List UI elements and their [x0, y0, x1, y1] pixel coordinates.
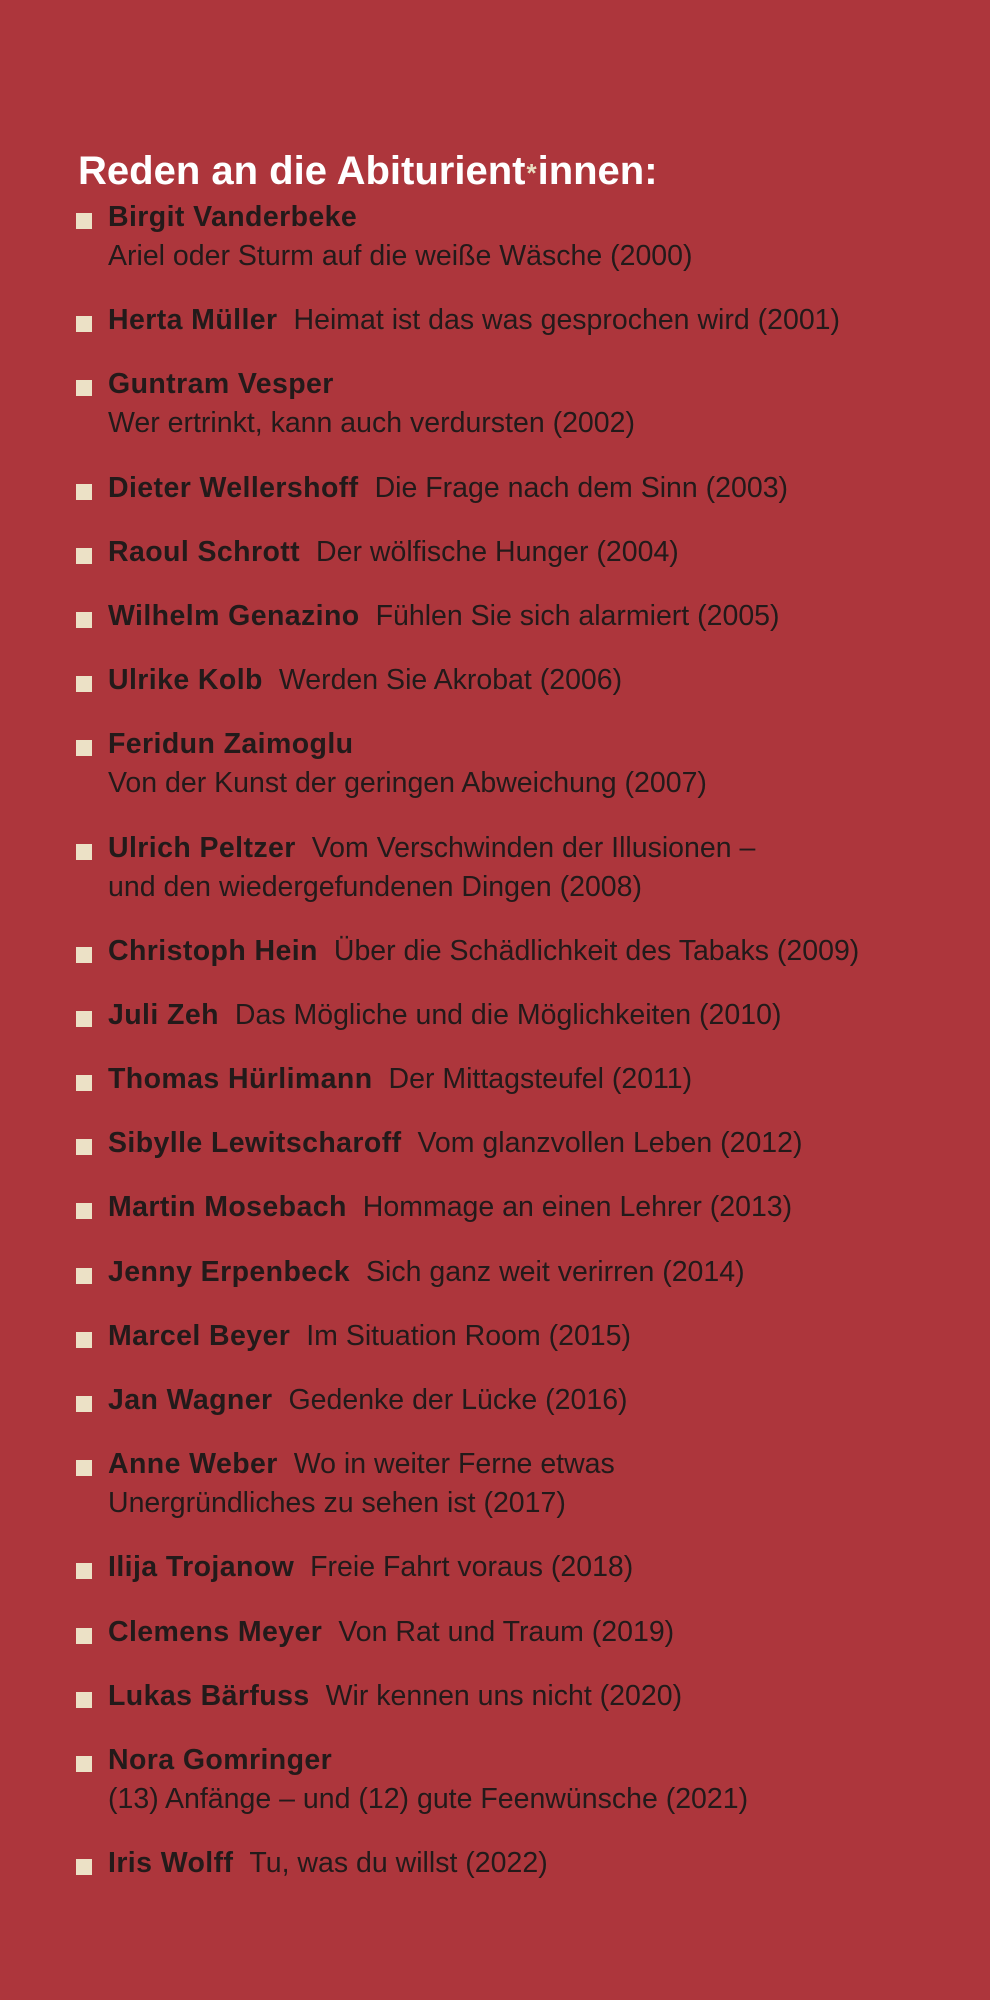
speaker-name: Thomas Hürlimann [108, 1063, 373, 1096]
speech-line1 [108, 1548, 970, 1587]
speech-item [0, 301, 990, 340]
speech-line1 [108, 725, 970, 764]
speech-line1 [108, 1844, 970, 1883]
square-bullet-icon [76, 676, 92, 692]
speech-title-continued: Ariel oder Sturm auf die weiße Wäsche (2000) [108, 240, 693, 272]
speech-title-continued: (13) Anfänge – und (12) gute Feenwünsche (2021) [108, 1782, 749, 1815]
speaker-name: Raoul Schrott [108, 535, 301, 568]
speech-item [0, 469, 990, 508]
speaker-name: Birgit Vanderbeke [108, 201, 358, 233]
speech-item [0, 996, 990, 1035]
speech-item [0, 1188, 990, 1227]
speaker-name: Herta Müller [108, 304, 278, 337]
square-bullet-icon [76, 1859, 92, 1875]
speech-title-continued: und den wiedergefundenen Dingen (2008) [108, 870, 642, 903]
speaker-name: Christoph Hein [108, 934, 318, 967]
speech-title-continued: Unergründliches zu sehen ist (2017) [108, 1487, 566, 1520]
speech-item [0, 1741, 990, 1819]
square-bullet-icon [76, 947, 92, 963]
speech-title: Fühlen Sie sich alarmiert (2005) [375, 599, 780, 632]
speech-title: Sich ganz weit verirren (2014) [366, 1255, 745, 1288]
square-bullet-icon [76, 1628, 92, 1644]
speech-line1 [108, 661, 970, 700]
speech-line1 [108, 1445, 970, 1484]
speech-item [0, 198, 990, 276]
speech-line1 [108, 198, 970, 237]
speech-item [0, 1060, 990, 1099]
square-bullet-icon [76, 548, 92, 564]
speech-item [0, 1253, 990, 1292]
speech-title: Der wölfische Hunger (2004) [316, 535, 679, 568]
speech-line1 [108, 597, 970, 636]
speech-title-continued: Wer ertrinkt, kann auch verdursten (2002) [108, 407, 635, 440]
square-bullet-icon [76, 1011, 92, 1027]
speech-item [0, 1613, 990, 1652]
speaker-name: Ulrich Peltzer [108, 831, 296, 864]
speech-line1 [108, 1253, 970, 1292]
square-bullet-icon [76, 1692, 92, 1708]
speech-title: Das Mögliche und die Möglichkeiten (2010) [234, 998, 782, 1031]
speech-item [0, 1124, 990, 1163]
square-bullet-icon [76, 1203, 92, 1219]
speech-line1 [108, 301, 970, 340]
speech-item [0, 1844, 990, 1883]
speech-title: Die Frage nach dem Sinn (2003) [374, 471, 789, 504]
speaker-name: Sibylle Lewitscharoff [108, 1127, 402, 1160]
heading-text-before: Reden an die Abiturient [78, 148, 526, 193]
square-bullet-icon [76, 1268, 92, 1284]
speech-line1 [108, 1060, 970, 1099]
speech-title: Im Situation Room (2015) [306, 1319, 631, 1352]
speech-item [0, 1548, 990, 1587]
speech-line1 [108, 533, 970, 572]
speaker-name: Juli Zeh [108, 998, 219, 1031]
speech-title: Heimat ist das was gesprochen wird (2001) [293, 304, 841, 337]
speaker-name: Guntram Vesper [108, 368, 334, 401]
square-bullet-icon [76, 1139, 92, 1155]
speech-line1 [108, 1613, 970, 1652]
speech-line1 [108, 932, 970, 971]
speech-item [0, 1445, 990, 1523]
square-bullet-icon [76, 612, 92, 628]
square-bullet-icon [76, 213, 92, 229]
square-bullet-icon [76, 380, 92, 396]
speaker-name: Clemens Meyer [108, 1615, 323, 1648]
heading-star: * [526, 157, 537, 188]
speech-item [0, 533, 990, 572]
speech-title: Freie Fahrt voraus (2018) [310, 1551, 634, 1584]
speech-item [0, 932, 990, 971]
page-heading [78, 145, 658, 201]
speech-line1 [108, 469, 970, 508]
speech-item [0, 661, 990, 700]
speech-line1 [108, 829, 970, 868]
square-bullet-icon [76, 1460, 92, 1476]
speech-item [0, 1381, 990, 1420]
speech-item [0, 597, 990, 636]
speaker-name: Lukas Bärfuss [108, 1679, 310, 1712]
speech-title-continued: Von der Kunst der geringen Abweichung (2007) [108, 767, 707, 800]
speech-list [0, 198, 990, 1908]
square-bullet-icon [76, 1563, 92, 1579]
speech-title: Von Rat und Traum (2019) [338, 1615, 675, 1648]
square-bullet-icon [76, 484, 92, 500]
speech-line1 [108, 1124, 970, 1163]
speech-item [0, 829, 990, 907]
speech-line1 [108, 1317, 970, 1356]
speaker-name: Jan Wagner [108, 1384, 273, 1416]
speech-item [0, 725, 990, 803]
square-bullet-icon [76, 844, 92, 860]
speech-item [0, 1317, 990, 1356]
speech-title: Vom glanzvollen Leben (2012) [417, 1127, 803, 1160]
speech-line1 [108, 365, 970, 404]
speech-title: Der Mittagsteufel (2011) [388, 1063, 693, 1096]
speaker-name: Marcel Beyer [108, 1319, 291, 1352]
square-bullet-icon [76, 1075, 92, 1091]
square-bullet-icon [76, 740, 92, 756]
square-bullet-icon [76, 1756, 92, 1772]
speaker-name: Iris Wolff [108, 1847, 234, 1880]
speech-title: Vom Verschwinden der Illusionen – [311, 831, 756, 864]
speaker-name: Ilija Trojanow [108, 1551, 295, 1584]
speaker-name: Wilhelm Genazino [108, 599, 360, 632]
square-bullet-icon [76, 316, 92, 332]
speech-line1 [108, 996, 970, 1035]
speech-item [0, 1677, 990, 1716]
speech-item [0, 365, 990, 443]
heading-text-after: innen: [537, 148, 658, 193]
speaker-name: Ulrike Kolb [108, 664, 263, 697]
speaker-name: Anne Weber [108, 1448, 278, 1481]
speaker-name: Jenny Erpenbeck [108, 1255, 351, 1288]
square-bullet-icon [76, 1332, 92, 1348]
speech-title: Werden Sie Akrobat (2006) [278, 664, 623, 697]
speech-title: Wo in weiter Ferne etwas [293, 1448, 615, 1481]
square-bullet-icon [76, 1396, 92, 1412]
speaker-name: Martin Mosebach [108, 1191, 347, 1224]
speaker-name: Nora Gomringer [108, 1743, 333, 1776]
speech-title: Gedenke der Lücke (2016) [288, 1384, 628, 1416]
speech-title: Hommage an einen Lehrer (2013) [362, 1191, 793, 1224]
speech-title: Tu, was du willst (2022) [249, 1847, 548, 1880]
speaker-name: Feridun Zaimoglu [108, 728, 354, 761]
speech-line1 [108, 1381, 970, 1420]
speech-line1 [108, 1677, 970, 1716]
speech-title: Wir kennen uns nicht (2020) [325, 1679, 683, 1712]
speaker-name: Dieter Wellershoff [108, 471, 359, 504]
speech-title: Über die Schädlichkeit des Tabaks (2009) [333, 934, 860, 967]
speech-line1 [108, 1188, 970, 1227]
speech-line1 [108, 1741, 970, 1780]
